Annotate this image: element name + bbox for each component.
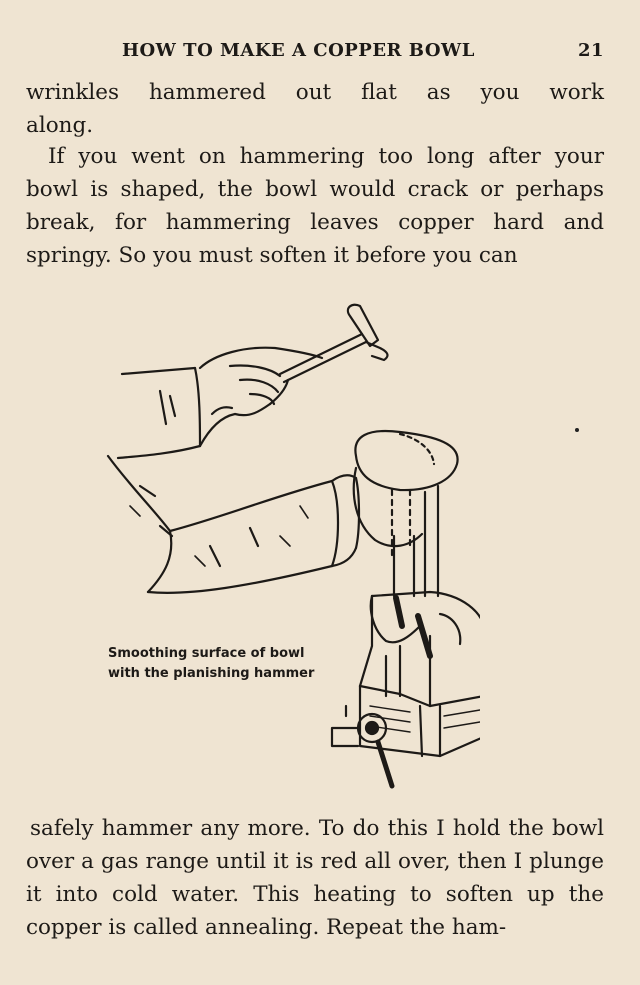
lower-sleeve-drawing	[108, 456, 338, 593]
text-line: wrinkles hammered out flat as you work	[26, 80, 604, 105]
hammer-vise-illustration	[100, 296, 480, 796]
stake-post-drawing	[394, 486, 438, 596]
upper-sleeve-drawing	[118, 368, 200, 458]
ink-speck	[575, 428, 579, 432]
paragraph-annealing: safely hammer any more. To do this I hold the bowl over a gas range until it is red all over, then I plunge it into cold water. This heating to soften up the copper is called annealing. Repeat the ham-	[26, 816, 604, 940]
caption-line: Smoothing surface of bowl	[108, 646, 305, 661]
page-number: 21	[577, 40, 604, 61]
figure-caption	[108, 644, 338, 684]
planishing-hammer-drawing	[280, 305, 387, 382]
chapter-title: HOW TO MAKE A COPPER BOWL	[122, 40, 475, 61]
caption-line: with the planishing hammer	[108, 666, 315, 681]
paragraph-hammering: If you went on hammering too long after your bowl is shaped, the bowl would crack or perhaps break, for hammering leaves copper hard and springy. So you must soften it before you can	[26, 144, 604, 268]
text-line: along.	[26, 113, 94, 138]
copper-bowl-drawing	[354, 431, 458, 556]
paragraph-continuation	[26, 76, 604, 142]
running-header	[26, 40, 604, 66]
